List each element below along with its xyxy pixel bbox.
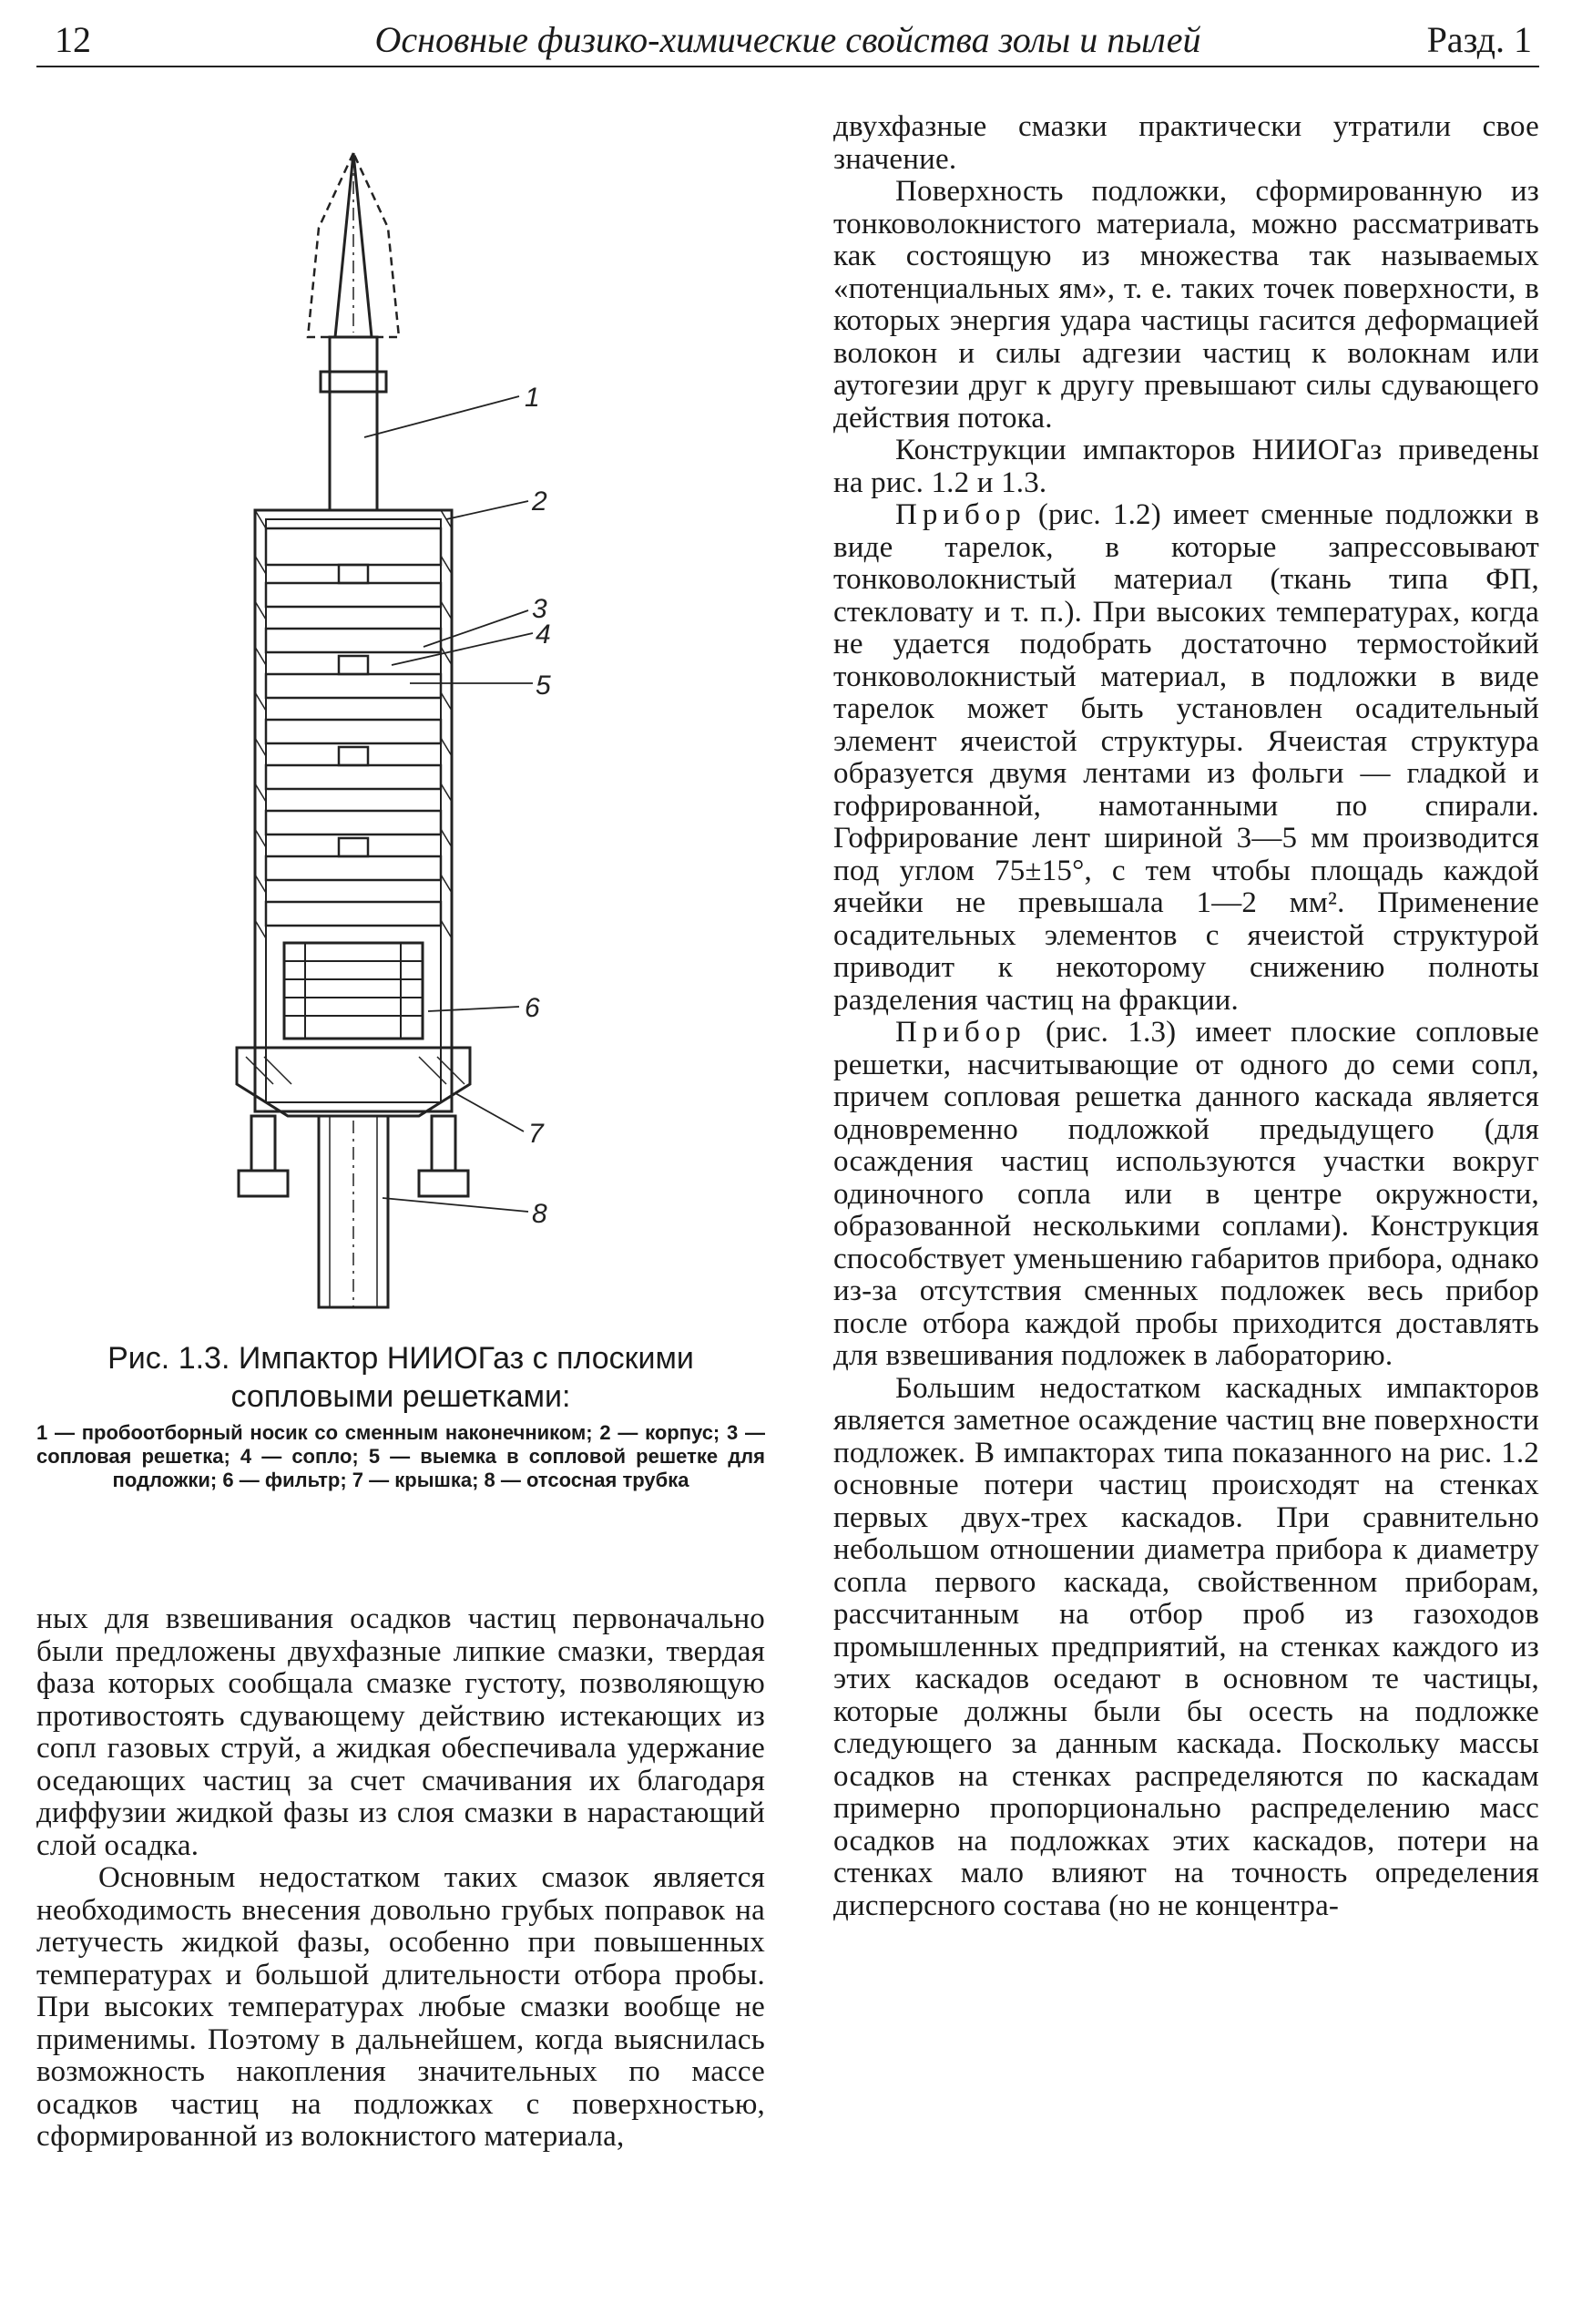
label-7: 7 <box>528 1119 544 1149</box>
right-paragraph-4-text: (рис. 1.2) имеет сменные подложки в виде тарелок, в которые запрессовывают тонковолокнистый материал (ткань типа ФП, стекловату и т. п.). При высоких температурах, когда не удается подобрать достаточно термостойкий тонковолокнистый материал, в подложки в виде тарелок может быть установлен осадительный элемент ячеистой структуры. Ячеистая структура образуется двумя лентами из фольги — гладкой и гофрированной, намотанными по спирали. Гофрирование лент шириной 3—5 мм производится под углом 75±15°, с тем чтобы площадь каждой ячейки не превышала 1—2 мм². Применение осадительных элементов с ячеистой структурой приводит к некоторому снижению полноты разделения частиц на фракции. <box>833 498 1539 1017</box>
left-paragraph-2: Основным недостатком таких смазок является необходимость внесения довольно грубых поправок на летучесть жидкой фазы, особенно при повышенных температурах и большой длительности отбора пробы. При высоких температурах любые смазки вообще не применимы. Поэтому в дальнейшем, когда выяснилась возможность накопления значительных по массе осадков частиц на подложках с поверхностью, сформированной из волокнистого материала, <box>36 1861 765 2153</box>
label-2: 2 <box>532 486 547 517</box>
page-number: 12 <box>55 19 91 60</box>
right-paragraph-1: двухфазные смазки практически утратили свое значение. <box>833 110 1539 176</box>
device-lead-1: Прибор <box>895 498 1026 531</box>
caption-title: Рис. 1.3. Импактор НИИОГаз с плоскими сопловыми решетками: <box>107 1341 694 1414</box>
section-label: Разд. 1 <box>1426 19 1532 60</box>
caption-legend: 1 — пробоотборный носик со сменным наконечником; 2 — корпус; 3 — сопловая решетка; 4 — сопло; 5 — выемка в сопловой решетке для подложки; 6 — фильтр; 7 — крышка; 8 — отсосная трубка <box>36 1421 765 1491</box>
sampling-tube <box>330 337 377 510</box>
right-paragraph-4 <box>833 499 1539 1017</box>
label-8: 8 <box>532 1199 547 1229</box>
label-6: 6 <box>525 993 540 1023</box>
right-paragraph-5 <box>833 1017 1539 1373</box>
label-3: 3 <box>532 594 547 624</box>
label-1: 1 <box>525 383 540 413</box>
figure-caption <box>36 1339 765 1492</box>
left-paragraph-1: ных для взвешивания осадков частиц первоначально были предложены двухфазные липкие смазки, твердая фаза которых сообщала смазке густоту, позволяющую противостоять сдувающему действию истекающих из сопл газовых струй, а жидкая обеспечивала удержание оседающих частиц за счет смачивания их благодаря диффузии жидкой фазы из слоя смазки в нарастающий слой осадка. <box>36 1602 765 1862</box>
device-lead-2: Прибор <box>895 1016 1026 1049</box>
running-title: Основные физико-химические свойства золы и пылей <box>374 19 1201 60</box>
impactor-figure <box>219 137 583 1321</box>
right-paragraph-2: Поверхность подложки, сформированную из тонковолокнистого материала, можно рассматривать как состоящую из множества так называемых «потенциальных ям», т. е. таких точек поверхности, в которых энергия удара частицы гасится деформацией волокон и силы адгезии частиц к волокнам или аутогезии друг к другу превышают силы сдувающего действия потока. <box>833 175 1539 435</box>
right-paragraph-6: Большим недостатком каскадных импакторов является заметное осаждение частиц вне поверхности подложек. В импакторах типа показанного на рис. 1.2 основные потери частиц происходят на стенках первых двух-трех каскадов. При сравнительно небольшом отношении диаметра прибора к диаметру сопла первого каскада, свойственном приборам, рассчитанным на отбор проб из газоходов промышленных предприятий, на стенках каждого из этих каскадов оседают в основном те частицы, которые должны были бы осесть на подложке следующего за данным каскада. Поскольку массы осадков на стенках распределяются по каскадам примерно пропорционально распределению масс осадков на подложках этих каскадов, потери на стенках мало влияют на точность определения дисперсного состава (но не концентра- <box>833 1371 1539 1922</box>
label-5: 5 <box>536 671 551 701</box>
page-header <box>36 13 1539 67</box>
right-paragraph-3: Конструкции импакторов НИИОГаз приведены на рис. 1.2 и 1.3. <box>833 434 1539 499</box>
nozzle-plates <box>266 528 441 926</box>
right-paragraph-5-text: (рис. 1.3) имеет плоские сопловые решетки, насчитывающие от одного до семи сопл, причем сопловая решетка данного каскада является одновременно подложкой предыдущего (для осаждения частиц используются участки вокруг одиночного сопла или в центре окружности, образованной несколькими соплами). Конструкция способствует уменьшению габаритов прибора, однако из-за отсутствия сменных подложек весь прибор после отбора каждой пробы приходится доставлять для взвешивания подложек в лабораторию. <box>833 1016 1539 1372</box>
left-column <box>36 1603 765 2154</box>
label-4: 4 <box>536 619 551 650</box>
right-column <box>833 111 1539 1922</box>
impactor-drawing <box>219 137 583 1321</box>
